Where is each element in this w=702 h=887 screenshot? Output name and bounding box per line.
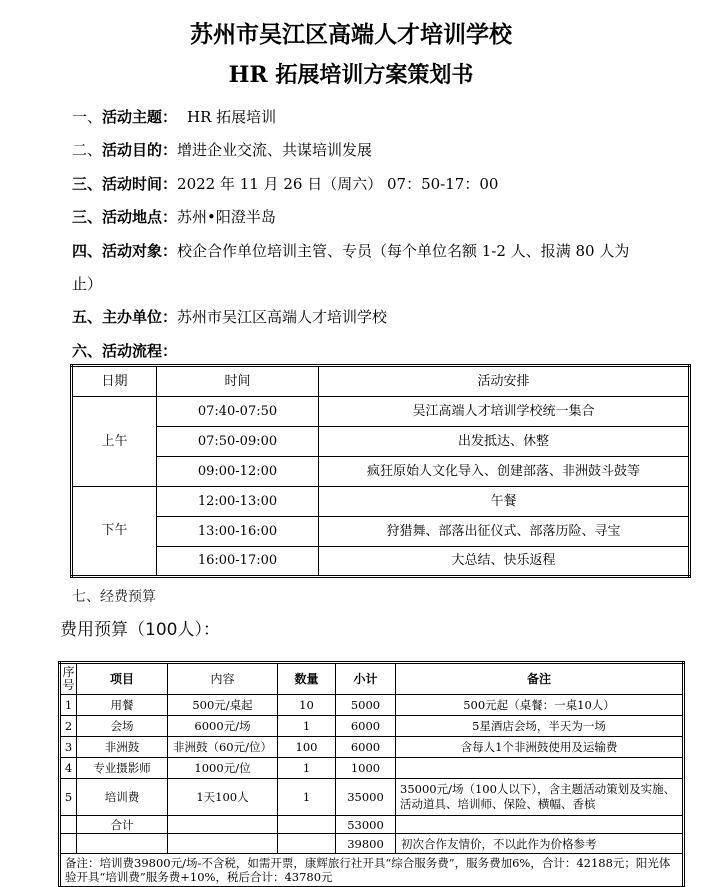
schedule-row (72, 427, 690, 457)
schedule-activity-cell: 疯狂原始人文化导入、创建部落、非洲鼓斗鼓等 (319, 457, 690, 487)
budget-content-cell: 非洲鼓（60元/位） (168, 737, 278, 758)
section-number: 三、 (72, 208, 103, 227)
budget-qty-cell: 1 (278, 758, 336, 779)
section-organizer (72, 301, 692, 334)
budget-item-cell: 培训费 (77, 779, 168, 816)
budget-item-cell (77, 834, 168, 854)
section-label: 活动对象： (102, 241, 178, 260)
budget-row (60, 779, 684, 816)
schedule-time-cell: 07:40-07:50 (157, 397, 319, 427)
budget-no-cell (60, 816, 77, 834)
budget-item-cell: 用餐 (77, 695, 168, 716)
budget-row (60, 737, 684, 758)
schedule-table (70, 364, 691, 578)
section-time (72, 168, 692, 201)
budget-note: 备注：培训费39800元/场-不含税，如需开票，康辉旅行社开具“综合服务费”，服务费加6%，合计：42188元；阳光体验开具“培训费”服务费+10%，税后合计：43780元 (60, 854, 684, 887)
budget-no-cell: 1 (60, 695, 77, 716)
schedule-activity-cell: 出发抵达、休整 (319, 427, 690, 457)
budget-qty-cell: 1 (278, 779, 336, 816)
section-number: 四、 (72, 241, 103, 260)
budget-no-cell: 4 (60, 758, 77, 779)
section-value: 增进企业交流、共谋培训发展 (177, 141, 373, 160)
budget-header-row (60, 663, 684, 695)
budget-header-no: 序号 (60, 663, 77, 695)
schedule-time-cell: 13:00-16:00 (157, 517, 319, 547)
budget-remark-cell (396, 758, 684, 779)
budget-row (60, 758, 684, 779)
budget-header-remark: 备注 (396, 663, 684, 695)
budget-content-cell: 1000元/位 (168, 758, 278, 779)
budget-subtotal-cell: 6000 (336, 716, 396, 737)
budget-discount-remark: 初次合作友情价，不以此作为价格参考 (396, 834, 684, 854)
budget-remark-cell: 35000元/场（100人以下），含主题活动策划及实施、活动道具、培训师、保险、横幅、香槟 (396, 779, 684, 816)
section-number: 一、 (72, 108, 103, 126)
budget-no-cell: 5 (60, 779, 77, 816)
section-label: 主办单位： (102, 308, 178, 327)
section-number: 二、 (72, 141, 103, 160)
schedule-time-cell: 12:00-13:00 (157, 487, 319, 517)
section-label: 活动流程： (102, 341, 178, 360)
schedule-row (72, 517, 690, 547)
section-audience (72, 235, 692, 268)
budget-note-row (60, 854, 684, 887)
document-subtitle: HR 拓展培训方案策划书 (228, 62, 474, 88)
schedule-row (72, 397, 690, 427)
budget-qty-cell (278, 816, 336, 834)
budget-item-cell: 专业摄影师 (77, 758, 168, 779)
budget-row (60, 695, 684, 716)
schedule-activity-cell: 吴江高端人才培训学校统一集合 (319, 397, 690, 427)
budget-row (60, 716, 684, 737)
document-title: 苏州市吴江区高端人才培训学校 (190, 21, 512, 48)
schedule-header-activity: 活动安排 (319, 366, 690, 397)
section-label: 活动时间： (102, 174, 178, 193)
budget-content-cell: 6000元/场 (168, 716, 278, 737)
section-value: 苏州市吴江区高端人才培训学校 (177, 308, 388, 327)
budget-subtotal-cell: 5000 (336, 695, 396, 716)
budget-qty-cell: 10 (278, 695, 336, 716)
section-value: 校企合作单位培训主管、专员（每个单位名额 1-2 人、报满 80 人为 (177, 241, 630, 260)
budget-content-cell (168, 816, 278, 834)
budget-header-qty: 数量 (278, 663, 336, 695)
section-purpose (72, 134, 692, 167)
budget-no-cell: 2 (60, 716, 77, 737)
section-value: 2022 年 11 月 26 日（周六） 07：50-17：00 (177, 174, 499, 193)
budget-title: 费用预算（100人）： (60, 620, 220, 640)
budget-content-cell: 1天100人 (168, 779, 278, 816)
section-value: HR 拓展培训 (187, 108, 277, 126)
schedule-row (72, 457, 690, 487)
budget-no-cell (60, 834, 77, 854)
schedule-activity-cell: 狩猎舞、部落出征仪式、部落历险、寻宝 (319, 517, 690, 547)
budget-total-row (60, 816, 684, 834)
section-list (72, 101, 692, 368)
schedule-time-cell: 16:00-17:00 (157, 547, 319, 577)
budget-discount-subtotal: 39800 (336, 834, 396, 854)
section-value-continued: 止） (72, 274, 103, 293)
schedule-period-cell: 下午 (72, 487, 157, 577)
budget-qty-cell (278, 834, 336, 854)
budget-qty-cell: 100 (278, 737, 336, 758)
schedule-time-cell: 09:00-12:00 (157, 457, 319, 487)
section-number: 五、 (72, 308, 103, 327)
budget-header-content: 内容 (168, 663, 278, 695)
budget-subtotal-cell: 1000 (336, 758, 396, 779)
schedule-header-time: 时间 (157, 366, 319, 397)
budget-table (58, 661, 685, 887)
schedule-time-cell: 07:50-09:00 (157, 427, 319, 457)
budget-remark-cell: 500元起（桌餐：一桌10人） (396, 695, 684, 716)
section-label: 活动地点： (102, 208, 178, 227)
budget-item-cell: 非洲鼓 (77, 737, 168, 758)
budget-subtotal-cell: 35000 (336, 779, 396, 816)
budget-header-subtotal: 小计 (336, 663, 396, 695)
budget-total-label: 合计 (77, 816, 168, 834)
section-value: 苏州•阳澄半岛 (177, 208, 276, 227)
schedule-period-cell: 上午 (72, 397, 157, 487)
budget-total-subtotal: 53000 (336, 816, 396, 834)
section-audience-continued (72, 268, 692, 301)
budget-remark-cell: 5星酒店会场，半天为一场 (396, 716, 684, 737)
budget-qty-cell: 1 (278, 716, 336, 737)
budget-table-container (58, 661, 686, 887)
section-number: 六、 (72, 341, 103, 360)
budget-subtotal-cell: 6000 (336, 737, 396, 758)
budget-discount-row (60, 834, 684, 854)
budget-header-item: 项目 (77, 663, 168, 695)
section-theme (72, 101, 692, 134)
budget-remark-cell: 含每人1个非洲鼓使用及运输费 (396, 737, 684, 758)
schedule-activity-cell: 午餐 (319, 487, 690, 517)
schedule-header-row (72, 366, 690, 397)
budget-content-cell: 500元/桌起 (168, 695, 278, 716)
budget-content-cell (168, 834, 278, 854)
section-number: 三、 (72, 174, 103, 193)
budget-remark-cell (396, 816, 684, 834)
section-budget-heading: 七、经费预算 (72, 589, 156, 605)
budget-no-cell: 3 (60, 737, 77, 758)
section-location (72, 201, 692, 234)
schedule-row (72, 547, 690, 577)
schedule-row (72, 487, 690, 517)
section-label: 活动目的： (102, 141, 178, 160)
schedule-header-date: 日期 (72, 366, 157, 397)
section-label: 活动主题： (102, 108, 178, 126)
schedule-activity-cell: 大总结、快乐返程 (319, 547, 690, 577)
budget-item-cell: 会场 (77, 716, 168, 737)
